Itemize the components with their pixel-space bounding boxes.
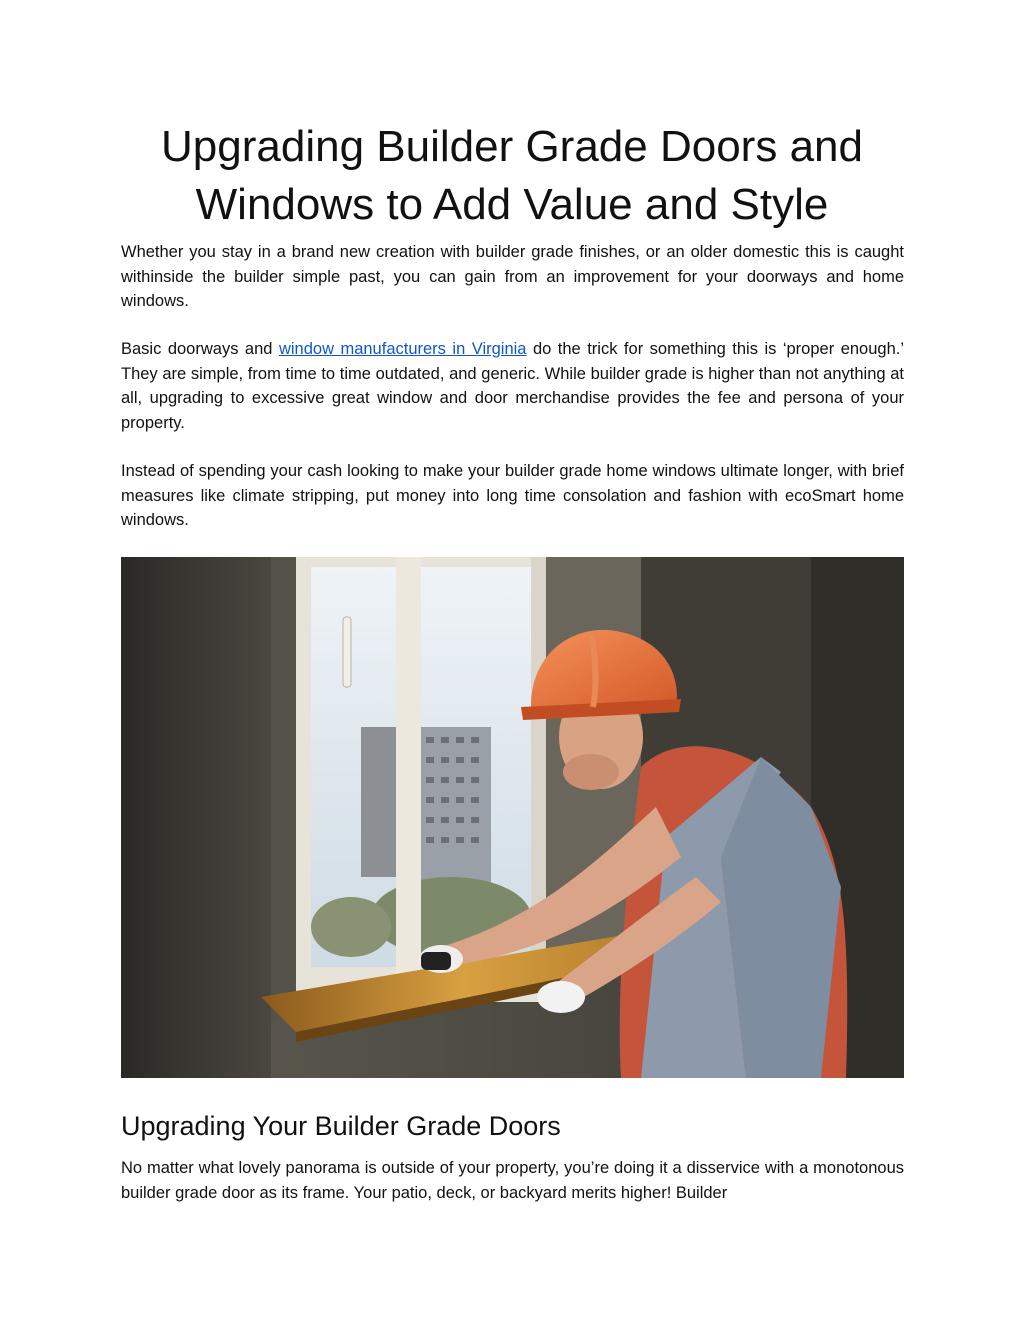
paragraph-text-after-link: do the trick for something this is ‘proper enough.’ They are simple, from time to time outdated, and generic. While builder grade is higher than not anything at all, upgrading to excessive great window and door merchandise provides the fee and persona of your property. [121, 340, 904, 432]
page-title [100, 118, 924, 234]
title-line-1: Upgrading Builder Grade Doors and [161, 122, 863, 171]
ecosmart-paragraph: Instead of spending your cash looking to make your builder grade home windows ultimate longer, with brief measures like climate stripping, put money into long time consolation and fashion with ecoSmart home windows. [121, 462, 904, 529]
title-line-2: Windows to Add Value and Style [195, 180, 829, 229]
intro-paragraph: Whether you stay in a brand new creation with builder grade finishes, or an older domestic this is caught withinside the builder simple past, you can gain from an improvement for your doorways and home windows. [121, 243, 904, 310]
window-manufacturers-link[interactable]: window manufacturers in Virginia [278, 340, 527, 358]
section-heading: Upgrading Your Builder Grade Doors [121, 1111, 561, 1141]
basic-doorways-paragraph [121, 337, 904, 435]
paragraph-text-before-link: Basic doorways and [121, 340, 279, 358]
builder-doors-paragraph: No matter what lovely panorama is outside of your property, you’re doing it a disservice with a monotonous builder grade door as its frame. Your patio, deck, or backyard merits higher! Builder [121, 1159, 904, 1202]
worker-window-photo [121, 557, 904, 1078]
